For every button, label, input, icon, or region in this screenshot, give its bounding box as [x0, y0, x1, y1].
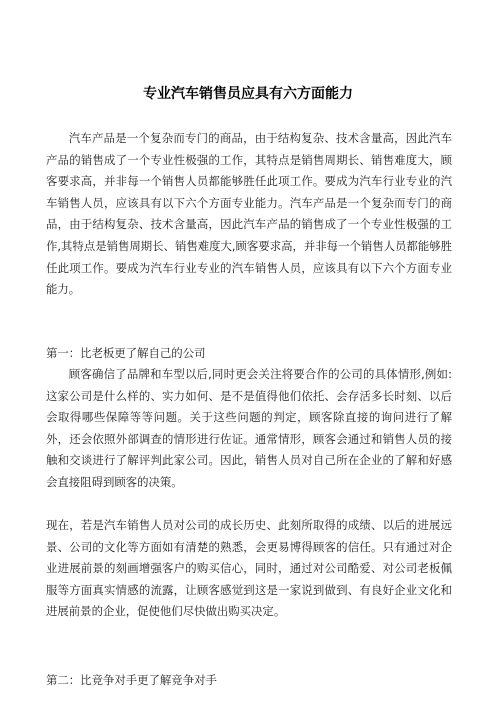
- paragraph-text: 现在，若是汽车销售人员对公司的成长历史、此刻所取得的成绩、以后的进展远景、公司的文化等方面如有清楚的熟悉，会更易博得顾客的信任。只有通过对企业进展前景的刻画增强客户的购买信心，同时，通过对公司酷爱、对公司老板佩服等方面真实情感的流露，让顾客感觉到这是一家说到做到、有良好企业文化和进展前景的企业，促使他们尽快做出购买决定。: [46, 518, 452, 619]
- paragraph-intro: [46, 128, 452, 301]
- paragraph-company-knowledge: [46, 364, 452, 494]
- section-heading-text: 第二：比竞争对手更了解竞争对手: [46, 673, 217, 687]
- document-title: 专业汽车销售员应具有六方面能力: [143, 86, 353, 102]
- paragraph-company-trust: [46, 515, 452, 623]
- paragraph-text: 顾客确信了品牌和车型以后,同时更会关注将要合作的公司的具体情形,例如:这家公司是什么样的、实力如何、是不是值得他们依托、会存活多长时刻、以后会取得哪些保障等等问题。关于这些问题的判定，顾客除直接的询问进行了解外，还会依照外部调查的情形进行佐证。通常情形，顾客会通过和销售人员的接触和交谈进行了解评判此家公司。因此，销售人员对自己所在企业的了解和好感会直接阻碍到顾客的决策。: [46, 367, 452, 489]
- paragraph-text: 汽车产品是一个复杂而专门的商品，由于结构复杂、技术含量高，因此汽车产品的销售成了一个专业性极强的工作，其特点是销售周期长、销售难度大，顾客要求高，并非每一个销售人员都能够胜任此项工作。要成为汽车行业专业的汽车销售人员，应该具有以下六个方面专业能力。汽车产品是一个复杂而专门的商品，由于结构复杂、技术含量高，因此汽车产品的销售成了一个专业性极强的工作,其特点是销售周期长、销售难度大,顾客要求高，并非每一个销售人员都能够胜任此项工作。要成为汽车行业专业的汽车销售人员，应该具有以下六个方面专业能力。: [46, 131, 452, 297]
- section-heading-text: 第一：比老板更了解自己的公司: [46, 346, 206, 360]
- section-heading-2: [46, 670, 452, 692]
- section-heading-1: [46, 343, 452, 365]
